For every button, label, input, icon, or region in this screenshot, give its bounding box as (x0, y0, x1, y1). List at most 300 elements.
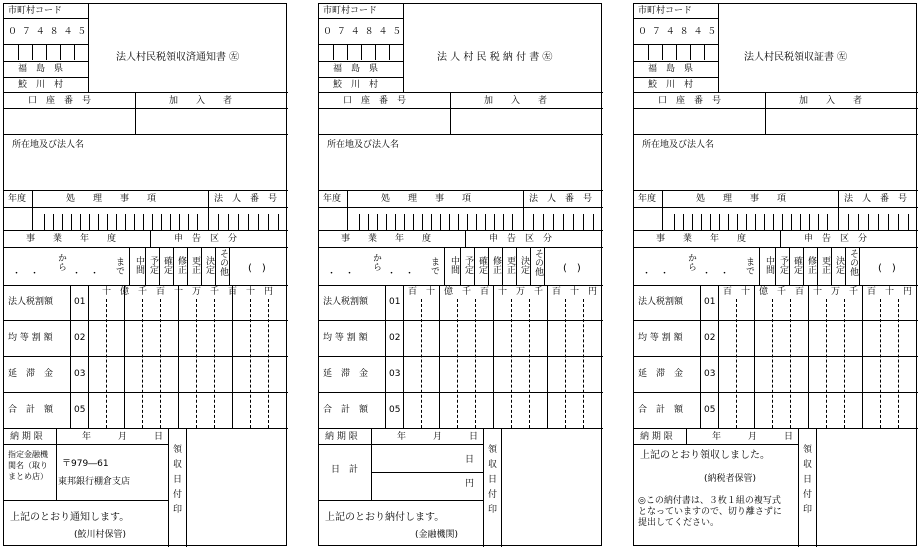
v-rule (215, 247, 216, 285)
v-rule (88, 4, 89, 92)
v-rule (228, 214, 229, 230)
v-rule (179, 214, 180, 230)
ymd-unit: 年 (712, 432, 722, 442)
amount-row-code: 05 (704, 405, 716, 415)
v-rule (728, 214, 729, 230)
h-rule (634, 61, 718, 62)
h-rule (319, 444, 483, 445)
v-rule (746, 214, 747, 230)
v-rule (692, 214, 693, 230)
filing-kind: 予定 (778, 256, 788, 274)
v-rule (501, 428, 502, 547)
v-rule (116, 214, 117, 230)
digit-unit: 億 (120, 287, 130, 297)
v-rule (286, 285, 287, 428)
village-name: 鮫 川 村 (18, 80, 64, 90)
v-rule (754, 285, 755, 428)
v-rule (878, 214, 879, 230)
filing-kind: 決定 (204, 256, 214, 274)
digit-unit: 万 (831, 287, 841, 297)
v-rule (547, 285, 548, 428)
dashed-rule (898, 299, 899, 428)
dashed-rule (511, 299, 512, 428)
amount-row-code: 01 (389, 297, 401, 307)
v-rule (494, 214, 495, 230)
amount-row-label: 均 等 割 額 (8, 333, 53, 343)
v-rule (818, 214, 819, 230)
h-rule (371, 472, 483, 473)
business-year-label: 事 業 年 度 (341, 234, 432, 244)
stamp-label: 領収日付印 (171, 444, 181, 519)
v-rule (178, 285, 179, 428)
h-rule (319, 428, 603, 429)
digit-unit: 百 (795, 287, 805, 297)
v-rule (543, 214, 544, 230)
v-rule (395, 214, 396, 230)
v-rule (544, 247, 545, 285)
filing-kind: その他 (218, 249, 228, 276)
v-rule (759, 247, 760, 285)
filing-paren: ( ) (248, 263, 266, 274)
v-rule (816, 428, 817, 547)
digit-unit: 億 (444, 287, 454, 297)
h-rule (319, 108, 603, 109)
v-rule (188, 214, 189, 230)
digit-unit: 十 (102, 287, 112, 297)
amount-row-code: 03 (74, 369, 86, 379)
amount-row-code: 03 (389, 369, 401, 379)
amount-row-label: 合 計 額 (638, 405, 684, 415)
v-rule (553, 214, 554, 230)
digit-unit: 十 (174, 287, 184, 297)
v-rule (53, 214, 54, 230)
v-rule (683, 214, 684, 230)
v-rule (368, 214, 369, 230)
v-rule (845, 247, 846, 285)
digit-unit: 千 (462, 287, 472, 297)
footer-sub: (鮫川村保管) (74, 530, 127, 540)
dashed-rule (196, 299, 197, 428)
h-rule (634, 428, 918, 429)
dashed-rule (736, 299, 737, 428)
amount-row-code: 02 (74, 333, 86, 343)
v-rule (476, 214, 477, 230)
v-rule (701, 214, 702, 230)
v-rule (173, 247, 174, 285)
v-rule (859, 247, 860, 285)
digit-unit: 十 (570, 287, 580, 297)
v-rule (488, 247, 489, 285)
dashed-rule (790, 299, 791, 428)
v-rule (347, 44, 348, 60)
village-name: 鮫 川 村 (648, 80, 694, 90)
v-rule (465, 230, 466, 248)
amount-row-label: 延 滞 金 (638, 369, 684, 379)
dashed-rule (106, 299, 107, 428)
v-rule (258, 214, 259, 230)
amount-row-label: 均 等 割 額 (323, 333, 368, 343)
digit-unit: 十 (741, 287, 751, 297)
made-label: まで (429, 257, 439, 275)
amount-row-label: 法人税割額 (638, 297, 684, 307)
v-rule (493, 285, 494, 428)
v-rule (60, 44, 61, 60)
kara-label: から (56, 253, 66, 271)
h-rule (634, 190, 918, 191)
v-rule (719, 214, 720, 230)
v-rule (710, 214, 711, 230)
filing-kind: 予定 (463, 256, 473, 274)
h-rule (634, 77, 718, 78)
h-rule (319, 61, 403, 62)
v-rule (248, 214, 249, 230)
filing-kind: 決定 (834, 256, 844, 274)
due-date-label: 納 期 限 (640, 432, 673, 442)
v-rule (197, 214, 198, 230)
v-rule (208, 190, 209, 230)
v-rule (690, 44, 691, 60)
v-rule (170, 214, 171, 230)
v-rule (218, 214, 219, 230)
ymd-unit: 年 (397, 432, 407, 442)
h-rule (634, 207, 918, 208)
v-rule (143, 214, 144, 230)
h-rule (634, 92, 918, 93)
v-rule (888, 214, 889, 230)
v-rule (422, 214, 423, 230)
v-rule (107, 214, 108, 230)
v-rule (648, 44, 649, 60)
amount-row-label: 合 計 額 (8, 405, 54, 415)
v-rule (377, 214, 378, 230)
v-rule (135, 92, 136, 135)
v-rule (775, 247, 776, 285)
v-rule (145, 247, 146, 285)
due-date-label: 納 期 限 (10, 432, 43, 442)
v-rule (809, 214, 810, 230)
v-rule (371, 428, 372, 444)
v-rule (530, 247, 531, 285)
digit-unit: 千 (534, 287, 544, 297)
amount-row-label: 均 等 割 額 (638, 333, 683, 343)
stamp-label: 領収日付印 (486, 444, 496, 519)
digit-unit: 千 (210, 287, 220, 297)
v-rule (32, 44, 33, 60)
filing-kind: 中間 (134, 256, 144, 274)
form-notice (3, 3, 287, 546)
digit-unit: 百 (408, 287, 418, 297)
amount-row-code: 05 (74, 405, 86, 415)
bank-name: 東邦銀行棚倉支店 (58, 477, 131, 487)
v-rule (662, 190, 663, 230)
v-rule (474, 247, 475, 285)
v-rule (80, 214, 81, 230)
h-rule (319, 285, 603, 286)
h-rule (4, 92, 288, 93)
v-rule (431, 214, 432, 230)
v-rule (676, 44, 677, 60)
v-rule (186, 428, 187, 547)
dashed-rule (142, 299, 143, 428)
form-title: 法人村民税領収証書 ㊧ (744, 52, 848, 63)
v-rule (444, 247, 445, 285)
v-rule (201, 247, 202, 285)
postal-code: 〒979―61 (62, 459, 109, 469)
v-rule (601, 285, 602, 428)
v-rule (44, 214, 45, 230)
h-rule (4, 392, 288, 393)
amount-row-code: 02 (704, 333, 716, 343)
filing-kind: 修正 (806, 256, 816, 274)
v-rule (485, 214, 486, 230)
v-rule (152, 214, 153, 230)
made-label: まで (744, 257, 754, 275)
start-date-dots: ・ ・ (642, 269, 670, 279)
filing-kind: 確定 (792, 256, 802, 274)
prefecture-name: 福 島 県 (18, 64, 64, 74)
h-rule (319, 392, 603, 393)
filing-type-label: 申 告 区 分 (489, 234, 553, 244)
h-rule (4, 356, 288, 357)
v-rule (803, 247, 804, 285)
start-date-dots: ・ ・ (12, 269, 40, 279)
filing-kind: その他 (848, 249, 858, 276)
dashed-rule (268, 299, 269, 428)
dashed-rule (880, 299, 881, 428)
v-rule (908, 214, 909, 230)
h-rule (634, 356, 918, 357)
filing-paren: ( ) (563, 263, 581, 274)
v-rule (439, 285, 440, 428)
muni-code: ０ ７ ４ ８ ４ ５ (638, 27, 718, 37)
account-no-label: 口 座 番 号 (28, 96, 92, 106)
digit-unit: 億 (759, 287, 769, 297)
copy-note: ◎この納付書は、３枚１組の複写式となっていますので、切り離さずに提出してください。 (638, 496, 782, 528)
v-rule (662, 44, 663, 60)
v-rule (858, 214, 859, 230)
v-rule (704, 44, 705, 60)
v-rule (916, 285, 917, 428)
filing-kind: 確定 (477, 256, 487, 274)
v-rule (838, 190, 839, 230)
v-rule (898, 214, 899, 230)
ymd-unit: 日 (784, 432, 794, 442)
v-rule (808, 285, 809, 428)
filing-type-label: 申 告 区 分 (804, 234, 868, 244)
processing-label: 処 理 事 項 (381, 194, 472, 204)
h-rule (319, 134, 603, 135)
footer-text: 上記のとおり納付します。 (325, 512, 445, 523)
h-rule (319, 18, 403, 19)
corp-no-label: 法 人 番 号 (529, 194, 593, 204)
h-rule (634, 320, 918, 321)
h-rule (319, 230, 603, 231)
address-name-label: 所在地及び法人名 (642, 140, 715, 150)
amount-row-code: 05 (389, 405, 401, 415)
h-rule (4, 61, 88, 62)
h-rule (319, 247, 603, 248)
dashed-rule (772, 299, 773, 428)
form-title: 法 人 村 民 税 納 付 書 ㊧ (437, 52, 553, 63)
muni-code: ０ ７ ４ ８ ４ ５ (323, 27, 403, 37)
v-rule (18, 44, 19, 60)
v-rule (791, 214, 792, 230)
year-label: 年度 (323, 194, 342, 204)
h-rule (4, 444, 168, 445)
h-rule (4, 190, 288, 191)
digit-unit: 百 (723, 287, 733, 297)
muni-code-label: 市町村コード (638, 6, 693, 16)
filing-kind: その他 (533, 249, 543, 276)
dashed-rule (529, 299, 530, 428)
stamp-label: 領収日付印 (801, 444, 811, 519)
h-rule (319, 356, 603, 357)
ymd-unit: 年 (82, 432, 92, 442)
v-rule (125, 214, 126, 230)
v-rule (159, 247, 160, 285)
prefecture-name: 福 島 県 (648, 64, 694, 74)
digit-unit: 百 (228, 287, 238, 297)
amount-row-label: 法人税割額 (8, 297, 54, 307)
digit-unit: 百 (867, 287, 877, 297)
digit-unit: 百 (480, 287, 490, 297)
h-rule (4, 428, 288, 429)
subscriber-label: 加 入 者 (799, 96, 863, 106)
v-rule (168, 428, 169, 547)
address-name-label: 所在地及び法人名 (12, 140, 85, 150)
v-rule (238, 214, 239, 230)
footer-text: 上記のとおり通知します。 (10, 512, 130, 523)
footer-sub: (納税者保管) (704, 474, 757, 484)
v-rule (187, 247, 188, 285)
v-rule (62, 214, 63, 230)
v-rule (278, 214, 279, 230)
amount-row-code: 03 (704, 369, 716, 379)
v-rule (848, 214, 849, 230)
v-rule (232, 285, 233, 428)
h-rule (634, 285, 918, 286)
h-rule (634, 247, 918, 248)
h-rule (634, 108, 918, 109)
end-date-dots: ・ ・ (387, 269, 415, 279)
dashed-rule (421, 299, 422, 428)
filing-kind: 予定 (148, 256, 158, 274)
ymd-unit: 月 (433, 432, 443, 442)
corp-no-label: 法 人 番 号 (844, 194, 908, 204)
v-rule (773, 214, 774, 230)
digit-unit: 十 (246, 287, 256, 297)
v-rule (512, 214, 513, 230)
v-rule (404, 214, 405, 230)
kara-label: から (371, 253, 381, 271)
v-rule (134, 214, 135, 230)
h-rule (319, 77, 403, 78)
start-date-dots: ・ ・ (327, 269, 355, 279)
h-rule (319, 92, 603, 93)
dashed-rule (457, 299, 458, 428)
filing-kind: 決定 (519, 256, 529, 274)
v-rule (782, 214, 783, 230)
amount-row-code: 01 (704, 297, 716, 307)
v-rule (503, 214, 504, 230)
digit-unit: 十 (426, 287, 436, 297)
h-rule (634, 230, 918, 231)
h-rule (4, 500, 168, 501)
v-rule (71, 214, 72, 230)
v-rule (386, 214, 387, 230)
h-rule (4, 320, 288, 321)
h-rule (319, 500, 483, 501)
business-year-label: 事 業 年 度 (656, 234, 747, 244)
v-rule (800, 214, 801, 230)
digit-unit: 十 (885, 287, 895, 297)
address-name-label: 所在地及び法人名 (327, 140, 400, 150)
v-rule (686, 428, 687, 444)
village-name: 鮫 川 村 (333, 80, 379, 90)
h-rule (319, 207, 603, 208)
digit-unit: 千 (777, 287, 787, 297)
v-rule (161, 214, 162, 230)
v-rule (333, 44, 334, 60)
digit-unit: 万 (516, 287, 526, 297)
h-rule (4, 134, 288, 135)
day-unit: 日 (465, 455, 475, 465)
digit-unit: 十 (813, 287, 823, 297)
yen-unit: 円 (465, 479, 475, 489)
v-rule (862, 285, 863, 428)
muni-code-label: 市町村コード (323, 6, 378, 16)
amount-row-label: 延 滞 金 (323, 369, 369, 379)
account-no-label: 口 座 番 号 (658, 96, 722, 106)
dashed-rule (475, 299, 476, 428)
h-rule (4, 285, 288, 286)
processing-label: 処 理 事 項 (696, 194, 787, 204)
amount-row-label: 延 滞 金 (8, 369, 54, 379)
v-rule (737, 214, 738, 230)
v-rule (467, 214, 468, 230)
ymd-unit: 月 (118, 432, 128, 442)
v-rule (46, 44, 47, 60)
v-rule (56, 428, 57, 444)
end-date-dots: ・ ・ (72, 269, 100, 279)
v-rule (765, 92, 766, 135)
v-rule (789, 247, 790, 285)
h-rule (4, 18, 88, 19)
ymd-unit: 日 (154, 432, 164, 442)
h-rule (319, 320, 603, 321)
v-rule (359, 214, 360, 230)
v-rule (523, 190, 524, 230)
v-rule (413, 214, 414, 230)
v-rule (593, 214, 594, 230)
filing-kind: 更正 (820, 256, 830, 274)
digit-unit: 千 (138, 287, 148, 297)
v-rule (573, 214, 574, 230)
v-rule (798, 428, 799, 547)
v-rule (674, 214, 675, 230)
amount-row-label: 合 計 額 (323, 405, 369, 415)
v-rule (563, 214, 564, 230)
due-date-label: 納 期 限 (325, 432, 358, 442)
amount-row-code: 01 (74, 297, 86, 307)
form-title: 法人村民税領収済通知書 ㊧ (116, 52, 240, 63)
h-rule (4, 108, 288, 109)
form-receipt (633, 3, 917, 546)
v-rule (89, 214, 90, 230)
v-rule (516, 247, 517, 285)
digit-unit: 円 (903, 287, 913, 297)
v-rule (460, 247, 461, 285)
